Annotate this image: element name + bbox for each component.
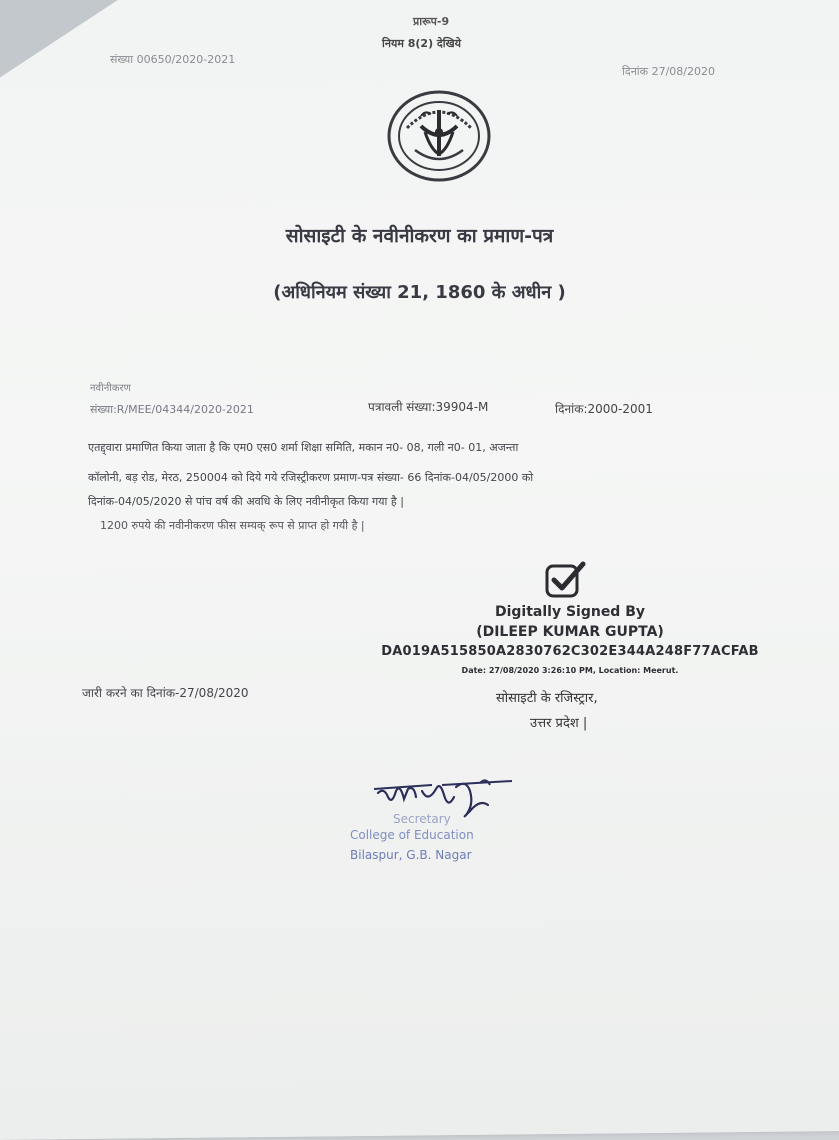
signed-by-label: Digitally Signed By — [494, 604, 646, 620]
digital-signature-block — [330, 604, 810, 678]
signature-hash: DA019A515850A2830762C302E344A248F77ACFAB — [381, 644, 759, 659]
certificate-subtitle: (अधिनियम संख्या 21, 1860 के अधीन ) — [273, 282, 566, 303]
file-date: दिनांक:2000-2001 — [555, 402, 653, 416]
renewal-label: नवीनीकरण — [90, 383, 131, 394]
file-number: पत्रावली संख्या:39904-M — [368, 400, 489, 414]
stamp-role: Secretary — [393, 812, 451, 826]
certificate-title: सोसाइटी के नवीनीकरण का प्रमाण-पत्र — [285, 225, 554, 247]
body-line-1: एतद्द्वारा प्रमाणित किया जाता है कि एम0 एस0 शर्मा शिक्षा समिति, मकान न0- 08, गली न0- 01, अजन्ता — [88, 441, 519, 454]
body-line-3: दिनांक-04/05/2020 से पांच वर्ष की अवधि के लिए नवीनीकृत किया गया है | — [88, 495, 404, 508]
up-emblem-icon — [385, 88, 493, 184]
renewal-number: संख्या:R/MEE/04344/2020-2021 — [90, 403, 254, 416]
signature-meta: Date: 27/08/2020 3:26:10 PM, Location: Meerut. — [461, 666, 679, 675]
folded-corner — [0, 0, 121, 90]
reference-number: संख्या 00650/2020-2021 — [110, 53, 236, 66]
checkmark-icon — [543, 560, 587, 600]
registrar-title: सोसाइटी के रजिस्ट्रार, — [496, 691, 598, 706]
stamp-college: College of Education — [350, 828, 474, 842]
rule-reference: नियम 8(2) देखिये — [382, 37, 462, 50]
form-number: प्रारूप-9 — [413, 15, 450, 28]
header-date: दिनांक 27/08/2020 — [622, 65, 715, 78]
body-line-2: कॉलोनी, बड़ रोड, मेरठ, 250004 को दिये गये रजिस्ट्रीकरण प्रमाण-पत्र संख्या- 66 दिनांक-04/05/2000 को — [88, 471, 534, 484]
registrar-state: उत्तर प्रदेश | — [530, 716, 588, 731]
fee-line: 1200 रुपये की नवीनीकरण फीस सम्यक् रूप से प्राप्त हो गयी है | — [100, 519, 365, 532]
issue-date: जारी करने का दिनांक-27/08/2020 — [82, 686, 249, 700]
signer-name: (DILEEP KUMAR GUPTA) — [476, 624, 664, 640]
stamp-place: Bilaspur, G.B. Nagar — [350, 848, 472, 862]
